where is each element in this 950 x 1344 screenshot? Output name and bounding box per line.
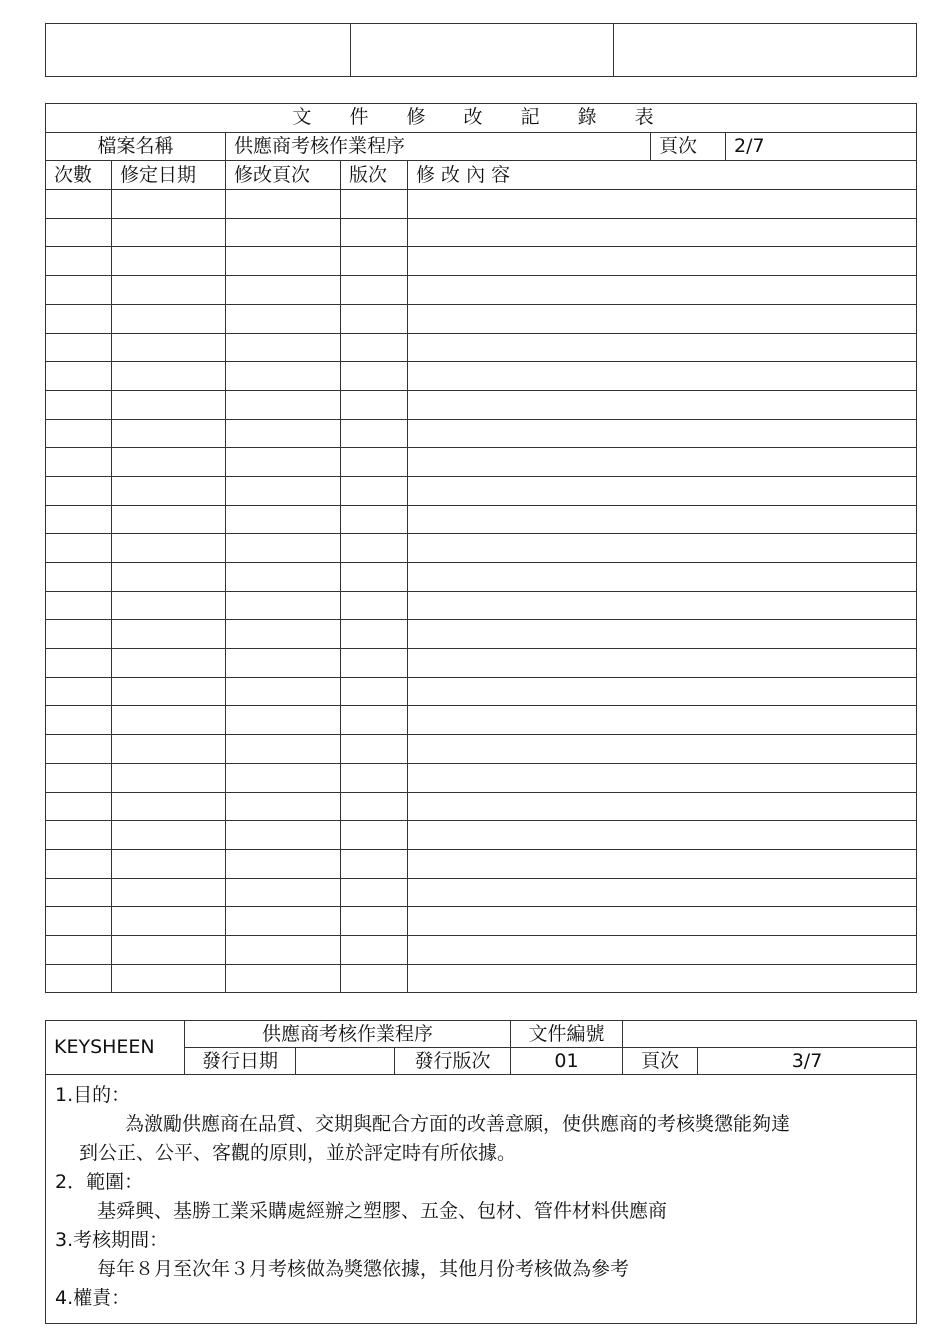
revision-cell — [341, 476, 408, 505]
revision-cell — [112, 964, 226, 993]
period-heading: 3.考核期間： — [55, 1229, 169, 1251]
revision-cell — [408, 935, 917, 964]
revision-cell — [226, 620, 341, 649]
revision-cell — [112, 620, 226, 649]
revision-cell — [226, 419, 341, 448]
revision-cell — [408, 476, 917, 505]
revision-cell — [408, 419, 917, 448]
revision-cell — [226, 677, 341, 706]
revision-cell — [341, 735, 408, 764]
revision-cell — [408, 390, 917, 419]
revision-cell — [341, 821, 408, 850]
revision-cell — [112, 935, 226, 964]
revision-cell — [46, 333, 112, 362]
revision-row — [46, 706, 917, 735]
revision-cell — [46, 620, 112, 649]
revision-cell — [408, 821, 917, 850]
revision-cell — [408, 190, 917, 219]
revision-cell — [226, 276, 341, 305]
revision-cell — [226, 649, 341, 678]
col-header-content: 修 改 內 容 — [408, 161, 917, 190]
revision-row — [46, 821, 917, 850]
revision-cell — [408, 448, 917, 477]
revision-row — [46, 878, 917, 907]
revision-cell — [226, 448, 341, 477]
revision-row — [46, 218, 917, 247]
revision-cell — [112, 591, 226, 620]
revision-cell — [46, 448, 112, 477]
revision-record-table — [45, 103, 917, 993]
revision-cell — [341, 534, 408, 563]
revision-cell — [46, 964, 112, 993]
revision-cell — [341, 563, 408, 592]
revision-cell — [341, 362, 408, 391]
revision-cell — [408, 276, 917, 305]
revision-cell — [341, 247, 408, 276]
purpose-heading: 1.目的： — [55, 1084, 131, 1106]
revision-cell — [341, 419, 408, 448]
revision-cell — [46, 821, 112, 850]
revision-cell — [226, 735, 341, 764]
col-header-revision-date: 修定日期 — [112, 161, 226, 190]
revision-row — [46, 419, 917, 448]
page3-page-label: 頁次 — [623, 1048, 698, 1075]
issue-date-label: 發行日期 — [185, 1048, 296, 1075]
revision-row — [46, 935, 917, 964]
revision-cell — [226, 333, 341, 362]
col-header-count: 次數 — [46, 161, 112, 190]
revision-row — [46, 735, 917, 764]
revision-cell — [341, 190, 408, 219]
header-box — [45, 23, 917, 77]
revision-cell — [408, 304, 917, 333]
revision-cell — [46, 735, 112, 764]
revision-cell — [341, 620, 408, 649]
revision-cell — [112, 534, 226, 563]
header-cell-1 — [46, 24, 351, 77]
revision-row — [46, 649, 917, 678]
revision-cell — [408, 792, 917, 821]
revision-cell — [46, 190, 112, 219]
revision-row — [46, 563, 917, 592]
revision-cell — [112, 649, 226, 678]
revision-cell — [226, 878, 341, 907]
revision-cell — [112, 792, 226, 821]
revision-cell — [46, 276, 112, 305]
revision-cell — [112, 849, 226, 878]
revision-cell — [112, 821, 226, 850]
revision-cell — [408, 333, 917, 362]
revision-cell — [46, 563, 112, 592]
revision-cell — [112, 390, 226, 419]
revision-cell — [341, 448, 408, 477]
revision-cell — [46, 907, 112, 936]
procedure-page — [45, 1020, 917, 1324]
revision-cell — [112, 362, 226, 391]
revision-row — [46, 390, 917, 419]
purpose-text-line1: 為激勵供應商在品質、交期與配合方面的改善意願，使供應商的考核獎懲能夠達 — [125, 1113, 791, 1135]
header-cell-3 — [614, 24, 917, 77]
revision-cell — [46, 849, 112, 878]
revision-cell — [46, 304, 112, 333]
col-header-revised-page: 修改頁次 — [226, 161, 341, 190]
revision-cell — [408, 907, 917, 936]
doc-no-label: 文件編號 — [511, 1021, 623, 1048]
duty-heading: 4.權責： — [55, 1287, 131, 1309]
revision-cell — [112, 247, 226, 276]
procedure-body — [46, 1075, 917, 1324]
revision-row — [46, 907, 917, 936]
revision-cell — [408, 591, 917, 620]
revision-cell — [226, 534, 341, 563]
revision-cell — [408, 563, 917, 592]
period-text: 每年８月至次年３月考核做為獎懲依據，其他月份考核做為參考 — [97, 1258, 630, 1280]
revision-cell — [46, 419, 112, 448]
revision-cell — [226, 304, 341, 333]
revision-cell — [46, 362, 112, 391]
revision-cell — [408, 620, 917, 649]
column-header-row — [46, 161, 917, 190]
revision-cell — [226, 563, 341, 592]
revision-row — [46, 448, 917, 477]
revision-cell — [226, 763, 341, 792]
revision-cell — [226, 218, 341, 247]
revision-cell — [341, 706, 408, 735]
issue-version-label: 發行版次 — [395, 1048, 511, 1075]
page3-page-value: 3/7 — [698, 1048, 917, 1075]
page-label: 頁次 — [651, 132, 726, 161]
revision-cell — [341, 935, 408, 964]
revision-cell — [341, 218, 408, 247]
purpose-text-line2: 到公正、公平、客觀的原則，並於評定時有所依據。 — [79, 1142, 517, 1164]
revision-cell — [341, 964, 408, 993]
revision-cell — [112, 276, 226, 305]
revision-cell — [341, 591, 408, 620]
scope-heading: 2．範圍： — [55, 1171, 144, 1193]
revision-cell — [112, 735, 226, 764]
revision-cell — [112, 333, 226, 362]
revision-cell — [226, 505, 341, 534]
revision-row — [46, 964, 917, 993]
revision-row — [46, 620, 917, 649]
revision-cell — [112, 190, 226, 219]
revision-cell — [112, 476, 226, 505]
revision-cell — [112, 763, 226, 792]
revision-cell — [341, 505, 408, 534]
revision-row — [46, 849, 917, 878]
page-value: 2/7 — [726, 132, 917, 161]
revision-row — [46, 505, 917, 534]
revision-cell — [226, 907, 341, 936]
revision-row — [46, 792, 917, 821]
revision-cell — [46, 218, 112, 247]
revision-cell — [112, 706, 226, 735]
revision-cell — [226, 390, 341, 419]
revision-cell — [226, 476, 341, 505]
revision-cell — [408, 649, 917, 678]
revision-cell — [408, 534, 917, 563]
revision-cell — [408, 362, 917, 391]
revision-cell — [226, 362, 341, 391]
revision-cell — [46, 649, 112, 678]
revision-cell — [341, 304, 408, 333]
revision-cell — [112, 505, 226, 534]
revision-cell — [341, 649, 408, 678]
revision-cell — [226, 190, 341, 219]
revision-row — [46, 534, 917, 563]
revision-cell — [226, 706, 341, 735]
revision-cell — [226, 849, 341, 878]
revision-cell — [46, 476, 112, 505]
revision-cell — [112, 419, 226, 448]
revision-cell — [408, 218, 917, 247]
revision-record-title: 文 件 修 改 記 錄 表 — [46, 104, 917, 133]
revision-cell — [341, 763, 408, 792]
revision-row — [46, 333, 917, 362]
revision-cell — [46, 505, 112, 534]
revision-row — [46, 591, 917, 620]
revision-row — [46, 247, 917, 276]
revision-cell — [341, 849, 408, 878]
doc-title: 供應商考核作業程序 — [185, 1021, 511, 1048]
doc-no-value — [623, 1021, 917, 1048]
revision-cell — [408, 763, 917, 792]
revision-cell — [408, 878, 917, 907]
revision-cell — [341, 878, 408, 907]
revision-cell — [408, 677, 917, 706]
revision-cell — [46, 935, 112, 964]
revision-row — [46, 276, 917, 305]
revision-cell — [341, 333, 408, 362]
issue-date-value — [296, 1048, 395, 1075]
revision-cell — [226, 935, 341, 964]
revision-cell — [341, 276, 408, 305]
revision-row — [46, 476, 917, 505]
revision-cell — [408, 964, 917, 993]
file-name-label: 檔案名稱 — [46, 132, 226, 161]
revision-cell — [226, 247, 341, 276]
revision-cell — [408, 247, 917, 276]
revision-cell — [112, 878, 226, 907]
revision-row — [46, 677, 917, 706]
revision-cell — [46, 591, 112, 620]
revision-cell — [112, 218, 226, 247]
revision-cell — [226, 964, 341, 993]
revision-row — [46, 304, 917, 333]
file-name-value: 供應商考核作業程序 — [226, 132, 651, 161]
revision-cell — [46, 677, 112, 706]
revision-cell — [112, 304, 226, 333]
revision-row — [46, 763, 917, 792]
revision-cell — [226, 792, 341, 821]
revision-cell — [46, 390, 112, 419]
revision-cell — [226, 821, 341, 850]
revision-cell — [46, 878, 112, 907]
revision-cell — [341, 677, 408, 706]
issue-version-value: 01 — [511, 1048, 623, 1075]
header-cell-2 — [351, 24, 614, 77]
revision-cell — [408, 849, 917, 878]
revision-cell — [112, 448, 226, 477]
revision-cell — [112, 563, 226, 592]
revision-cell — [46, 763, 112, 792]
revision-cell — [341, 907, 408, 936]
revision-cell — [46, 792, 112, 821]
company-name: KEYSHEEN — [46, 1021, 185, 1075]
revision-cell — [226, 591, 341, 620]
scope-text: 基舜興、基勝工業采購處經辦之塑膠、五金、包材、管件材料供應商 — [97, 1200, 668, 1222]
revision-cell — [408, 735, 917, 764]
revision-row — [46, 362, 917, 391]
revision-cell — [46, 706, 112, 735]
revision-cell — [341, 792, 408, 821]
revision-row — [46, 190, 917, 219]
revision-cell — [341, 390, 408, 419]
revision-cell — [46, 534, 112, 563]
col-header-version: 版次 — [341, 161, 408, 190]
revision-rows — [46, 190, 917, 993]
revision-cell — [46, 247, 112, 276]
revision-cell — [408, 505, 917, 534]
revision-cell — [112, 907, 226, 936]
revision-cell — [408, 706, 917, 735]
revision-cell — [112, 677, 226, 706]
